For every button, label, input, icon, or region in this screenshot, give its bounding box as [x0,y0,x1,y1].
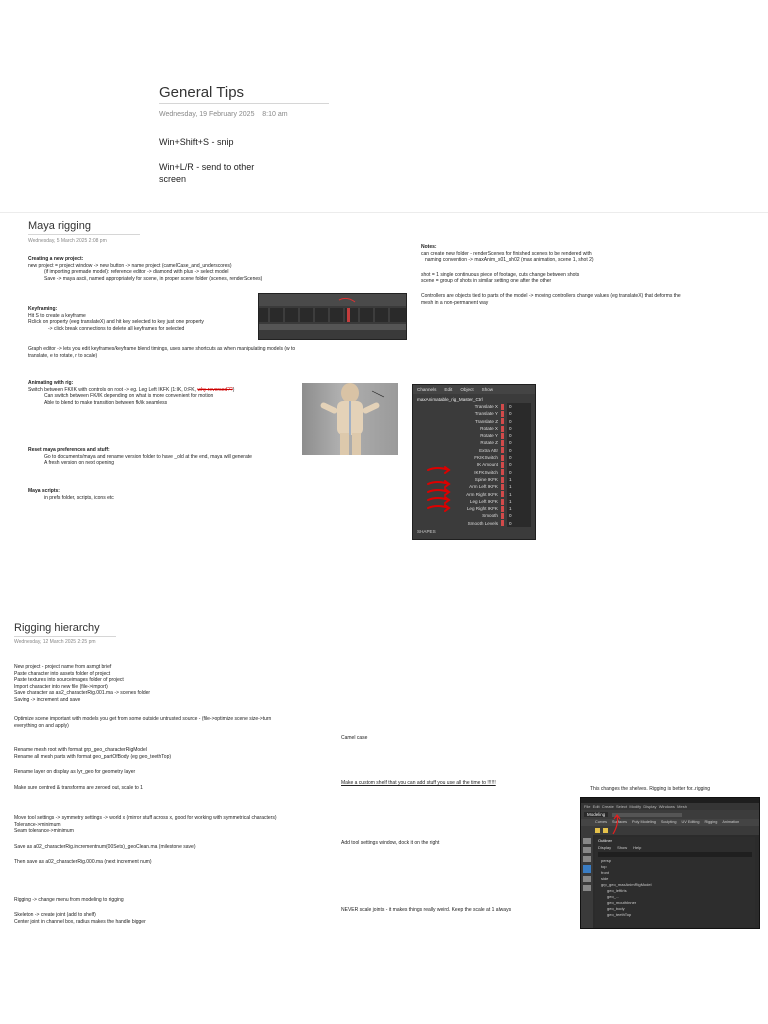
channel-keyed-marker [501,499,504,505]
outliner-item-label: geo_body [607,906,625,911]
channel-keyed-marker [501,440,504,446]
channel-label: Rotate Z [480,440,498,446]
outliner-menu-help: Help [633,845,642,850]
outliner-item-label: top [601,864,607,869]
maya-meta: Wednesday, 5 March 2025 2:08 pm [28,238,107,244]
text-line: New project - project name from asmgt brief [14,664,112,670]
menu-object: Object [460,387,474,392]
heading-notes: Notes: [421,244,437,250]
channel-keyed-marker [501,426,504,432]
text-line: can create new folder - renderScenes for finished scenes to be rendered with [421,250,592,257]
text-line: Saving -> increment and save [14,696,81,703]
tip-snip: Win+Shift+S - snip [159,137,234,147]
red-arrow-annotations [425,462,455,516]
shelf-tab[interactable]: Sculpting [660,820,677,824]
text-line: Able to blend to make transition between fk/ik seamless [44,399,168,406]
channel-keyed-marker [501,462,504,468]
channel-keyed-marker [501,477,504,483]
channel-label: Translate X [474,404,498,409]
channel-value[interactable]: 0 [507,512,531,519]
rigging-line-milestone: Save as a02_characterRig.incrementnum(00Sets)_geoClean.ma (milestone save) [14,844,196,850]
text-line: Save character as as2_characterRig.001.ma -> scenes folder [14,690,151,697]
text-line: Rename mesh root with format grp_geo_characterRigModel [14,747,147,753]
text-line: Rename all mesh parts with format geo_partOfBody (eg geo_teethTop) [14,753,172,760]
note-custom-shelf: Make a custom shelf that you can add stuff you use all the time to !!!!!! [341,780,496,786]
text-line: Paste textures into sourceimages folder of project [14,677,124,684]
channel-label: Leg Right IKFK [466,506,498,512]
text-line: Graph editor -> lets you edit keyframes/keyframe blend timings, uses same shortcuts as when manipulating models (w to [28,346,296,352]
channel-label: Translate Z [474,418,498,424]
outliner-item-label: front [601,870,610,875]
channel-keyed-marker [501,484,504,490]
outliner-search [598,852,752,857]
channel-value[interactable]: 1 [507,491,531,498]
rigging-line-layer: Rename layer on display as lyr_geo for geometry layer [14,769,136,775]
text-line: Switch between FK/IK with controls on root -> eg. Leg Left IKFK (1:IK, 0:FK, [28,386,196,393]
text-line: A fresh version on next opening [44,460,115,467]
channel-keyed-marker [501,418,504,424]
channel-label: Arm Right IKFK [466,491,498,497]
outliner-item-label: side [601,876,609,881]
channel-label: Extra Attr [479,447,498,453]
section-maya-scripts [28,488,114,501]
maya-title-divider [28,234,140,235]
text-line: Seam tolerance->minimum [14,828,74,835]
channel-value[interactable]: 0 [507,418,531,425]
section-reset-prefs [28,447,252,467]
shelf-tab[interactable]: Poly Modeling [632,820,656,824]
general-title: General Tips [159,84,245,101]
tip-screen-line1: Win+L/R - send to other [159,162,255,172]
text-line: Move tool settings -> symmetry settings -> world x (mirror stuff across x, good for working with symmetrical characters) [14,815,277,821]
paint-tool-icon [583,856,591,862]
channel-keyed-marker [501,404,504,410]
rigging-block-symmetry [14,815,276,835]
rigging-block-joint [14,912,146,925]
shelf-tab[interactable]: Surfaces [612,820,628,824]
channel-label: Spine IKFK [474,476,498,482]
channel-keyed-marker [501,491,504,497]
move-tool-icon [583,865,591,873]
outliner-list [595,858,755,918]
rotate-tool-icon [583,876,591,882]
channel-value[interactable]: 0 [507,403,531,410]
text-line: Skeleton -> create joint (add to shelf) [14,912,96,918]
section-animating [28,380,234,406]
channel-row[interactable] [413,439,535,446]
channel-value[interactable]: 0 [507,410,531,417]
select-tool-icon [583,838,591,844]
menu-show: Show [481,387,494,392]
timeline-screenshot-art [259,294,406,339]
lasso-tool-icon [583,847,591,853]
rigging-meta: Wednesday, 12 March 2025 2:25 pm [14,639,96,645]
rigging-title: Rigging hierarchy [14,622,100,634]
outliner-title: Outliner [598,838,613,843]
text-line: Rclick on property (eeg translateX) and hit key selected to key just one property [28,319,204,326]
timeline-screenshot [258,293,407,340]
note-camel-case: Camel case [341,735,368,741]
note-tool-settings: Add tool settings window, dock it on the right [341,840,440,846]
heading-reset-prefs: Reset maya preferences and stuff: [28,447,110,453]
heading-maya-scripts: Maya scripts: [28,488,60,494]
channel-keyed-marker [501,447,504,453]
text-line: -> click break connections to delete all keyframes for selected [48,325,185,332]
channel-value[interactable]: 1 [507,498,531,505]
channel-value[interactable]: 0 [507,461,531,468]
channel-box-menu [413,385,535,394]
text-line: mesh in a non-permanent way [421,299,489,306]
text-line: Go to documents/maya and rename version folder to have _old at the end, maya will generate [44,453,252,460]
character-figure-art [302,383,398,455]
channel-keyed-marker [501,520,504,526]
channel-value[interactable]: 0 [507,454,531,461]
channel-row[interactable] [413,447,535,454]
channel-row[interactable] [413,425,535,432]
channel-value[interactable]: 1 [507,505,531,512]
character-screenshot [302,383,398,455]
text-line: Center joint in channel box, radius makes the handle bigger [14,918,146,925]
mode-dropdown: Modeling [584,812,608,817]
section-create-project [28,256,262,282]
outliner-item-label: geo_teethTop [607,912,632,917]
heading-create-project: Creating a new project: [28,256,84,262]
maya-toolbox [581,835,593,928]
text-line: shot = 1 single continuous piece of footage, cuts change between shots [421,271,580,278]
text-line: Paste character into assets folder of project [14,670,111,677]
text-line: (if importing premade model): reference editor -> diamond with plus -> select model [44,269,229,276]
title-divider [159,103,329,104]
tip-screen [159,161,254,185]
rigging-block-rename [14,747,171,760]
channel-label: Rotate Y [480,433,498,439]
rigging-line-centre: Make sure centred & transforms are zeroed out, scale to 1 [14,785,143,791]
channel-row[interactable] [413,403,535,410]
text-line: naming convention -> maxAnim_s01_sh02 (max animation, scene 1, shot 2) [425,257,594,264]
menu-edit: Edit [444,387,453,392]
channel-value[interactable]: 0 [507,520,531,527]
channel-node-name: maxAnimatable_rig_Master_Ctrl [417,397,483,402]
scale-tool-icon [583,885,591,891]
channel-value[interactable]: 0 [507,425,531,432]
text-line: Optimize scene important with models you get from some outside untrusted source - (file->optimize scene size->turn [14,716,272,722]
maya-title: Maya rigging [28,220,91,232]
menu-channels: Channels [417,387,437,392]
channel-label: Translate Y [474,411,498,417]
text-line: in prefs folder, scripts, icons etc [44,494,114,501]
outliner-item-label: grp_geo_maxAnimRigModel [601,882,652,887]
channel-label: Arm Left IKFK [469,484,498,490]
channel-value[interactable]: 0 [507,469,531,476]
outliner-menu-show: Show [617,845,628,850]
channel-label: IKFKSwitch [474,469,498,475]
date-text: Wednesday, 19 February 2025 [159,111,255,118]
text-line: Hit S to create a keyframe [28,312,86,319]
outliner-item-label: geo_leftIris [607,888,627,893]
outliner-item-label: geo_... [607,894,620,899]
channel-label: Smooth [482,513,498,519]
maya-menu-bar: File Edit Create Select Modify Display Windows Mesh [581,803,759,810]
channel-keyed-marker [501,513,504,519]
text-line: Tolerance->minimum [14,821,61,828]
channel-value[interactable]: 0 [507,432,531,439]
channel-row[interactable] [413,520,535,527]
channel-footer: SHAPES [417,529,436,535]
text-line: Import character into new file (file->import) [14,683,108,690]
rigging-title-divider [14,636,116,637]
heading-animating: Animating with rig: [28,380,74,386]
text-line: new project = project window -> new button -> name project (camelCase_and_underscores) [28,262,232,269]
channel-value[interactable]: 0 [507,447,531,454]
channel-value[interactable]: 1 [507,483,531,490]
maya-ui-screenshot [580,797,760,929]
section-keyframing [28,306,204,332]
channel-label: Leg Left IKFK [469,498,498,504]
text-line: translate, e to rotate, r to scale) [28,352,98,359]
channel-label: Smooth Levels [467,520,498,526]
shelf-caption: This changes the shelves. Rigging is better for..rigging [590,786,711,792]
heading-keyframing: Keyframing: [28,306,58,312]
time-text: 8:10 am [262,111,288,118]
text-line: ) [232,386,235,393]
channel-keyed-marker [501,455,504,461]
shelf-tab[interactable]: Animation [722,820,740,824]
section-notes [421,244,681,306]
channel-row[interactable] [413,418,535,425]
red-arrow-annotation-maya [591,804,631,844]
outliner-item-label: persp [601,858,612,863]
shelf-tab[interactable]: Rigging [704,820,718,824]
text-line: Save -> maya ascii, named appropriately for scene, in proper scene folder (scenes, renderScenes) [44,275,263,282]
outliner-menu-display: Display [598,845,612,850]
channel-keyed-marker [501,506,504,512]
outliner-menu [595,844,755,851]
channel-row[interactable] [413,410,535,417]
channel-label: IK Amount [476,462,498,468]
outliner-panel [595,837,755,927]
text-line: Controllers are objects tied to parts of the model -> moving controllers change values (eg translateX) that deforms the [421,292,681,299]
note-never-scale: NEVER scale joints - it makes things really weird. Keep the scale at 1 always [341,907,512,913]
channel-keyed-marker [501,433,504,439]
text-line: scene = group of shots in similar setting one after the other [421,278,552,285]
channel-row[interactable] [413,454,535,461]
section-graph-editor [28,346,295,359]
text-line: Can switch between FK/IK depending on what is more convenient for motion [44,393,214,400]
outliner-item[interactable] [595,912,755,918]
page-divider [0,212,768,213]
strikethrough-text: why reversed?? [197,386,233,393]
shelf-tab[interactable]: UV Editing [681,820,700,824]
outliner-item-label: geo_mouthInner [607,900,637,905]
shelf-tab[interactable]: Curves [595,820,608,824]
general-date [159,111,288,118]
channel-value[interactable]: 0 [507,439,531,446]
rigging-line-increment: Then save as a02_characterRig.000.ma (next increment num) [14,859,152,865]
channel-row[interactable] [413,432,535,439]
channel-value[interactable]: 1 [507,476,531,483]
channel-keyed-marker [501,469,504,475]
rigging-block-optimize [14,716,271,729]
rigging-line-menu: Rigging -> change menu from modeling to rigging [14,897,124,903]
channel-label: Rotate X [480,425,498,431]
channel-keyed-marker [501,411,504,417]
tip-screen-line2: screen [159,174,187,184]
rigging-block-setup [14,664,150,704]
text-line: everything on and apply) [14,722,69,729]
channel-label: FKIKSwitch [474,455,498,461]
